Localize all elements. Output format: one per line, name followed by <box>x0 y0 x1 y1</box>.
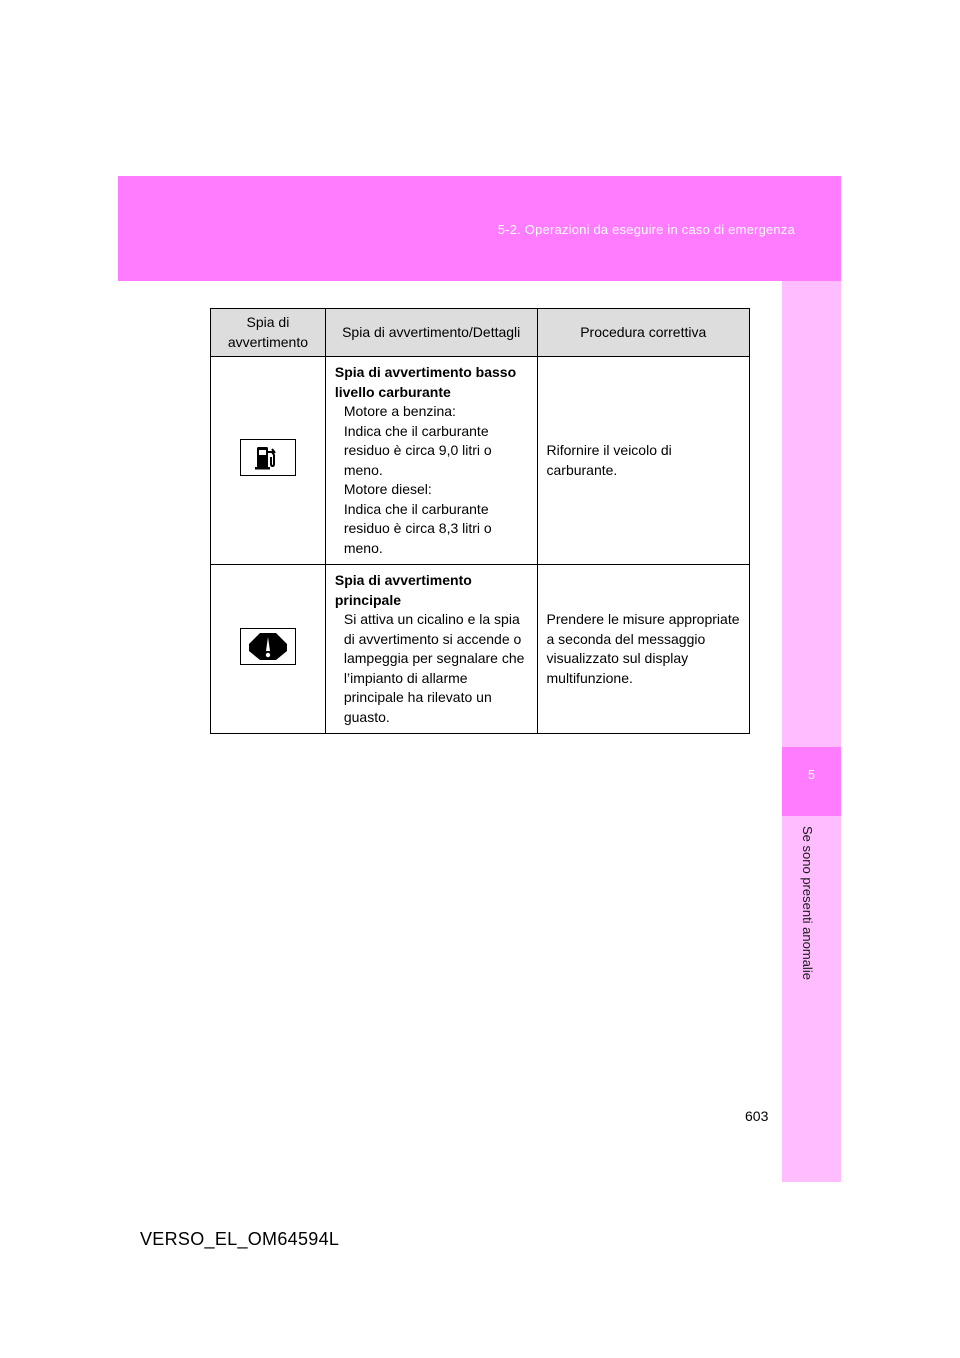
detail-line: Indica che il carburante residuo è circa 9,0 litri o meno. <box>343 422 492 478</box>
chapter-number-box <box>782 747 841 816</box>
detail-line: Si attiva un cicalino e la spia di avvertimento si accende o lampeggia per segnalare che l’impianto di allarme principale ha rilevato un guasto. <box>343 611 525 725</box>
procedure-cell: Rifornire il veicolo di carburante. <box>537 357 750 565</box>
detail-line: Motore diesel: <box>343 481 432 497</box>
column-header-warning-light: Spia di avvertimento <box>211 309 326 357</box>
column-header-details: Spia di avvertimento/Dettagli <box>325 309 537 357</box>
chapter-number: 5 <box>807 767 816 782</box>
table-row <box>211 565 750 734</box>
column-header-procedure: Procedura correttiva <box>537 309 750 357</box>
details-cell <box>325 357 537 565</box>
details-cell <box>325 565 537 734</box>
detail-line: Indica che il carburante residuo è circa 8,3 litri o meno. <box>343 500 492 556</box>
detail-line: Motore a benzina: <box>343 403 456 419</box>
document-code: VERSO_EL_OM64594L <box>140 1229 340 1249</box>
warning-lights-table <box>210 308 750 734</box>
table-header-row <box>211 309 750 357</box>
page-number: 603 <box>745 1108 769 1124</box>
master-warning-icon <box>240 628 296 665</box>
icon-cell <box>211 357 326 565</box>
section-title: 5-2. Operazioni da eseguire in caso di emergenza <box>497 222 795 237</box>
procedure-cell: Prendere le misure appropriate a seconda del messaggio visualizzato sul display multifunzione. <box>537 565 750 734</box>
chapter-title: Se sono presenti anomalie <box>800 826 815 980</box>
warning-title: Spia di avvertimento principale <box>334 572 472 608</box>
icon-cell <box>211 565 326 734</box>
warning-title: Spia di avvertimento basso livello carburante <box>334 364 517 400</box>
chapter-side-tab <box>782 281 841 1182</box>
chapter-header-band <box>118 176 841 281</box>
fuel-pump-icon <box>240 439 296 476</box>
table-row <box>211 357 750 565</box>
